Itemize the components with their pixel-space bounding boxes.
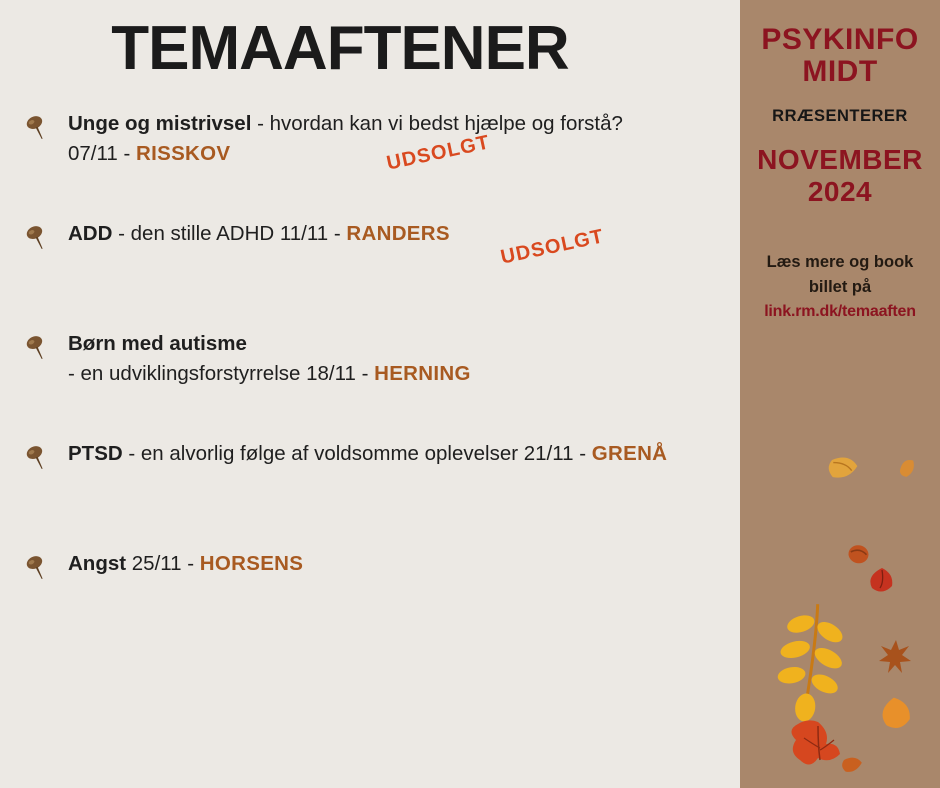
event-title: Børn med autisme — [68, 332, 247, 356]
event-location: HORSENS — [199, 552, 304, 576]
list-item[interactable] — [22, 219, 740, 281]
month-label: NOVEMBER — [757, 143, 923, 175]
event-title: PTSD — [68, 442, 123, 466]
pushpin-icon — [22, 549, 68, 583]
event-location: GRENÅ — [591, 442, 668, 466]
presents-label: RRÆSENTERER — [772, 106, 908, 125]
booking-text: Læs mere og book billet på — [766, 252, 914, 296]
event-text — [68, 109, 668, 175]
event-title: Unge og mistrivsel — [68, 112, 252, 136]
list-item[interactable] — [22, 329, 740, 391]
event-title: Angst — [68, 552, 127, 576]
event-location: HERNING — [374, 361, 471, 385]
event-location: RANDERS — [346, 222, 450, 246]
event-text — [68, 439, 667, 469]
list-item[interactable] — [22, 109, 740, 175]
list-item[interactable] — [22, 549, 740, 611]
event-detail: 25/11 - — [126, 552, 200, 576]
event-detail: - hvordan kan vi bedst hjælpe og forstå? 07/11 - — [68, 112, 623, 165]
event-text — [68, 219, 606, 269]
status-badge: UDSOLGT — [498, 225, 606, 269]
poster-sidebar — [740, 0, 940, 788]
pushpin-icon — [22, 439, 68, 473]
event-detail: - en udviklingsforstyrrelse 18/11 - — [68, 361, 375, 385]
event-text — [68, 329, 471, 388]
brand-line-2: MIDT — [802, 55, 878, 89]
pushpin-icon — [22, 329, 68, 363]
page-title: TEMAAFTENER — [111, 14, 569, 83]
booking-link[interactable]: link.rm.dk/temaaften — [764, 303, 916, 321]
event-title: ADD — [68, 222, 113, 246]
event-text — [68, 549, 303, 579]
brand-name — [750, 24, 930, 89]
event-list — [0, 109, 740, 611]
event-detail: - den stille ADHD 11/11 - — [112, 222, 347, 246]
event-detail: - en alvorlig følge af voldsomme oplevelser 21/11 - — [122, 442, 592, 466]
pushpin-icon — [22, 219, 68, 253]
year-label: 2024 — [807, 175, 873, 207]
status-badge: UDSOLGT — [384, 131, 492, 175]
event-location: RISSKOV — [136, 141, 231, 165]
list-item[interactable] — [22, 439, 740, 501]
pushpin-icon — [22, 109, 68, 143]
brand-line-1: PSYKINFO — [761, 23, 919, 56]
